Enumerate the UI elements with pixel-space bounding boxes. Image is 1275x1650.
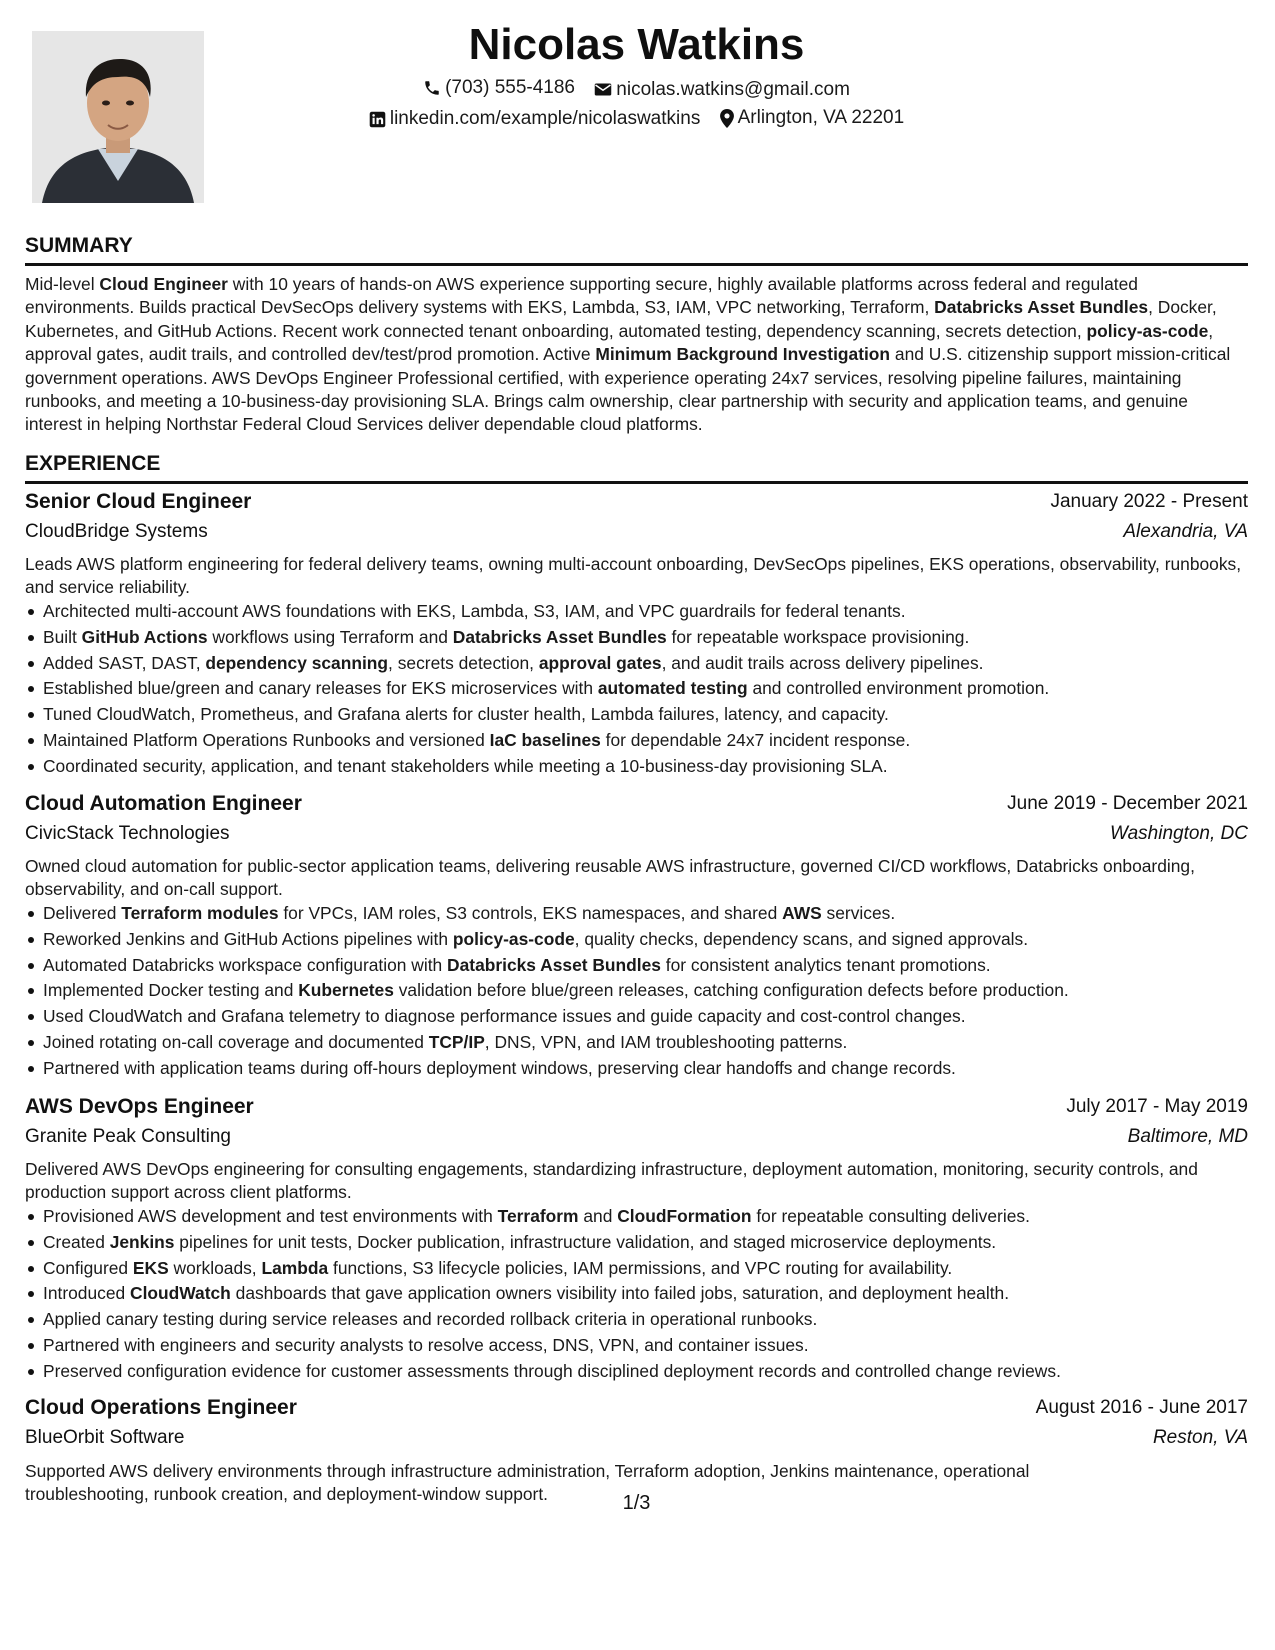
text-run: dashboards that gave application owners visibility into failed jobs, saturation, and deployment health. <box>230 1283 1010 1304</box>
summary-heading: SUMMARY <box>25 234 133 257</box>
job-dates: July 2017 - May 2019 <box>1066 1096 1248 1117</box>
job-description: Delivered AWS DevOps engineering for consulting engagements, standardizing infrastructure, deployment automation, monitoring, security controls, and production support across client platforms. <box>25 1159 1198 1203</box>
resume-page <box>25 0 1248 1650</box>
job-company: Granite Peak Consulting <box>25 1126 231 1147</box>
bold-keyword: Databricks Asset Bundles <box>447 954 661 975</box>
text-run: and U.S. citizenship support mission-critical government operations. AWS DevOps Engineer Professional certified, with experience operating 24x7 services, resolving pipeline failures, maintaining runbooks, and meeting a 10-business-day provisioning SLA. Brings calm ownership, clear partnership with security and application teams, and genuine interest in helping Northstar Federal Cloud Services deliver dependable cloud platforms. <box>25 344 1231 435</box>
text-run: Reworked Jenkins and GitHub Actions pipelines with <box>43 928 453 949</box>
text-run: Implemented Docker testing and <box>43 980 299 1001</box>
bold-keyword: AWS <box>782 903 822 923</box>
bold-keyword: policy-as-code <box>1086 320 1209 341</box>
bold-keyword: CloudWatch <box>130 1283 231 1304</box>
bullet-item <box>25 728 1248 754</box>
bullet-item <box>25 901 1248 927</box>
bullet-item <box>25 1281 1248 1307</box>
phone-icon <box>423 79 441 97</box>
bullet-item <box>25 1359 1248 1385</box>
contact-location <box>720 107 905 129</box>
bullet-item <box>25 599 1248 625</box>
text-run: Joined rotating on-call coverage and documented <box>43 1031 429 1052</box>
bold-keyword: Terraform modules <box>121 903 279 923</box>
bold-keyword: Databricks Asset Bundles <box>452 626 667 647</box>
map-pin-icon <box>720 109 734 128</box>
bold-keyword: Cloud Engineer <box>99 274 228 294</box>
job-title: AWS DevOps Engineer <box>25 1095 254 1118</box>
bold-keyword: approval gates <box>538 652 662 673</box>
contact-email <box>594 79 850 101</box>
job-location: Reston, VA <box>1152 1427 1248 1448</box>
bullet-item <box>25 651 1248 677</box>
bullet-item <box>25 978 1248 1004</box>
contact-row-1 <box>25 77 1248 103</box>
text-run: Architected multi-account AWS foundations with EKS, Lambda, S3, IAM, and VPC guardrails for federal tenants. <box>43 601 906 621</box>
job-location: Alexandria, VA <box>1123 521 1248 542</box>
linkedin-icon <box>369 111 386 128</box>
location-text: Arlington, VA 22201 <box>737 107 905 128</box>
text-run: workflows using Terraform and <box>207 626 453 647</box>
text-run: Provisioned AWS development and test environments with <box>43 1206 498 1226</box>
text-run: for VPCs, IAM roles, S3 controls, EKS namespaces, and shared <box>278 903 783 923</box>
text-run: Added SAST, DAST, <box>43 652 206 673</box>
bold-keyword: TCP/IP <box>428 1031 485 1052</box>
text-run: Maintained Platform Operations Runbooks and versioned <box>43 729 490 750</box>
bold-keyword: GitHub Actions <box>81 626 208 647</box>
job-bullets <box>25 1204 1248 1385</box>
bullet-item <box>25 1256 1248 1282</box>
summary-text <box>25 273 1248 437</box>
job-company: CivicStack Technologies <box>25 823 230 844</box>
text-run: , approval gates, audit trails, and controlled dev/test/prod promotion. Active <box>25 320 1214 365</box>
email-text: nicolas.watkins@gmail.com <box>616 78 850 100</box>
bold-keyword: policy-as-code <box>452 928 575 949</box>
job-location: Washington, DC <box>1110 823 1248 844</box>
job-bullets <box>25 599 1248 780</box>
text-run: Configured <box>43 1257 133 1278</box>
text-run: , DNS, VPN, and IAM troubleshooting patterns. <box>484 1031 848 1052</box>
bold-keyword: EKS <box>132 1257 169 1278</box>
text-run: for repeatable consulting deliveries. <box>751 1206 1030 1226</box>
text-run: Used CloudWatch and Grafana telemetry to diagnose performance issues and guide capacity and cost-control changes. <box>43 1006 966 1027</box>
bold-keyword: Minimum Background Investigation <box>595 344 891 365</box>
bold-keyword: Databricks Asset Bundles <box>934 297 1149 318</box>
text-run: validation before blue/green releases, catching configuration defects before production. <box>393 980 1069 1001</box>
experience-divider <box>25 481 1248 484</box>
text-run: , secrets detection, <box>388 652 539 673</box>
bullet-item <box>25 754 1248 780</box>
text-run: Delivered <box>43 903 122 923</box>
bold-keyword: Lambda <box>261 1257 329 1278</box>
text-run: pipelines for unit tests, Docker publication, infrastructure validation, and staged microservice deployments. <box>174 1231 997 1252</box>
text-run: and <box>578 1206 618 1226</box>
text-run: workloads, <box>168 1257 262 1278</box>
text-run: for dependable 24x7 incident response. <box>600 729 911 750</box>
job-description: Supported AWS delivery environments through infrastructure administration, Terraform adoption, Jenkins maintenance, operational troubleshooting, runbook creation, and deployment-window support. <box>25 1461 1030 1505</box>
candidate-name: Nicolas Watkins <box>468 20 805 69</box>
text-run: and controlled environment promotion. <box>747 678 1050 699</box>
bullet-item <box>25 676 1248 702</box>
bold-keyword: Terraform <box>497 1206 579 1226</box>
job-description: Owned cloud automation for public-sector application teams, delivering reusable AWS infrastructure, governed CI/CD workflows, Databricks onboarding, observability, and on-call support. <box>25 856 1195 900</box>
text-run: Tuned CloudWatch, Prometheus, and Grafana alerts for cluster health, Lambda failures, latency, and capacity. <box>43 704 889 725</box>
text-run: services. <box>821 903 896 923</box>
experience-heading: EXPERIENCE <box>25 452 161 475</box>
bold-keyword: Kubernetes <box>298 980 394 1001</box>
page-number: 1/3 <box>622 1492 651 1514</box>
envelope-icon <box>594 82 612 97</box>
text-run: Mid-level <box>25 274 100 294</box>
summary-divider <box>25 263 1248 266</box>
bullet-item <box>25 927 1248 953</box>
job-title: Cloud Automation Engineer <box>25 792 302 815</box>
bullet-item <box>25 625 1248 651</box>
job-dates: January 2022 - Present <box>1050 491 1248 512</box>
text-run: Built <box>43 626 82 647</box>
job-company: BlueOrbit Software <box>25 1427 185 1448</box>
text-run: Introduced <box>43 1283 131 1304</box>
job-dates: August 2016 - June 2017 <box>1035 1397 1248 1418</box>
phone-text: (703) 555-4186 <box>445 77 575 98</box>
text-run: , and audit trails across delivery pipelines. <box>661 652 984 673</box>
bullet-item <box>25 1333 1248 1359</box>
bullet-item <box>25 953 1248 979</box>
bullet-item <box>25 1004 1248 1030</box>
bold-keyword: CloudFormation <box>617 1206 752 1226</box>
job-dates: June 2019 - December 2021 <box>1007 793 1248 814</box>
job-location: Baltimore, MD <box>1127 1126 1248 1147</box>
text-run: with 10 years of hands-on AWS experience supporting secure, highly available platforms across federal and regulated environments. Builds practical DevSecOps delivery systems with EKS, Lambda, S3, IAM, VPC networking, Terraform, <box>25 274 1138 318</box>
text-run: Automated Databricks workspace configuration with <box>43 954 448 975</box>
bullet-item <box>25 702 1248 728</box>
text-run: Partnered with application teams during off-hours deployment windows, preserving clear handoffs and change records. <box>43 1057 956 1078</box>
bullet-item <box>25 1056 1248 1082</box>
text-run: Partnered with engineers and security analysts to resolve access, DNS, VPN, and container issues. <box>43 1334 809 1355</box>
text-run: , quality checks, dependency scans, and signed approvals. <box>574 928 1029 949</box>
job-company: CloudBridge Systems <box>25 521 208 542</box>
bold-keyword: Jenkins <box>109 1231 175 1252</box>
bullet-item <box>25 1307 1248 1333</box>
text-run: Established blue/green and canary releases for EKS microservices with <box>43 678 598 699</box>
text-run: Coordinated security, application, and tenant stakeholders while meeting a 10-business-day provisioning SLA. <box>43 755 888 776</box>
contact-row-2 <box>25 107 1248 134</box>
text-run: , Docker, Kubernetes, and GitHub Actions. Recent work connected tenant onboarding, automated testing, dependency scanning, secrets detection, <box>25 297 1217 341</box>
job-title: Cloud Operations Engineer <box>25 1396 297 1419</box>
bullet-item <box>25 1030 1248 1056</box>
linkedin-text: linkedin.com/example/nicolaswatkins <box>389 108 701 129</box>
bold-keyword: automated testing <box>597 678 748 699</box>
job-bullets <box>25 901 1248 1082</box>
text-run: Preserved configuration evidence for customer assessments through disciplined deployment records and controlled change reviews. <box>43 1360 1061 1381</box>
text-run: Created <box>43 1231 110 1252</box>
job-description: Leads AWS platform engineering for federal delivery teams, owning multi-account onboarding, DevSecOps pipelines, EKS operations, observability, runbooks, and service reliability. <box>25 554 1242 598</box>
text-run: functions, S3 lifecycle policies, IAM permissions, and VPC routing for availability. <box>328 1257 953 1278</box>
text-run: Applied canary testing during service releases and recorded rollback criteria in operational runbooks. <box>43 1309 818 1330</box>
job-title: Senior Cloud Engineer <box>25 490 252 513</box>
bold-keyword: IaC baselines <box>489 729 601 750</box>
bold-keyword: dependency scanning <box>205 652 389 673</box>
contact-phone <box>423 77 575 99</box>
bullet-item <box>25 1204 1248 1230</box>
text-run: for repeatable workspace provisioning. <box>666 626 970 647</box>
text-run: for consistent analytics tenant promotions. <box>660 954 991 975</box>
bullet-item <box>25 1230 1248 1256</box>
contact-linkedin <box>369 108 700 130</box>
